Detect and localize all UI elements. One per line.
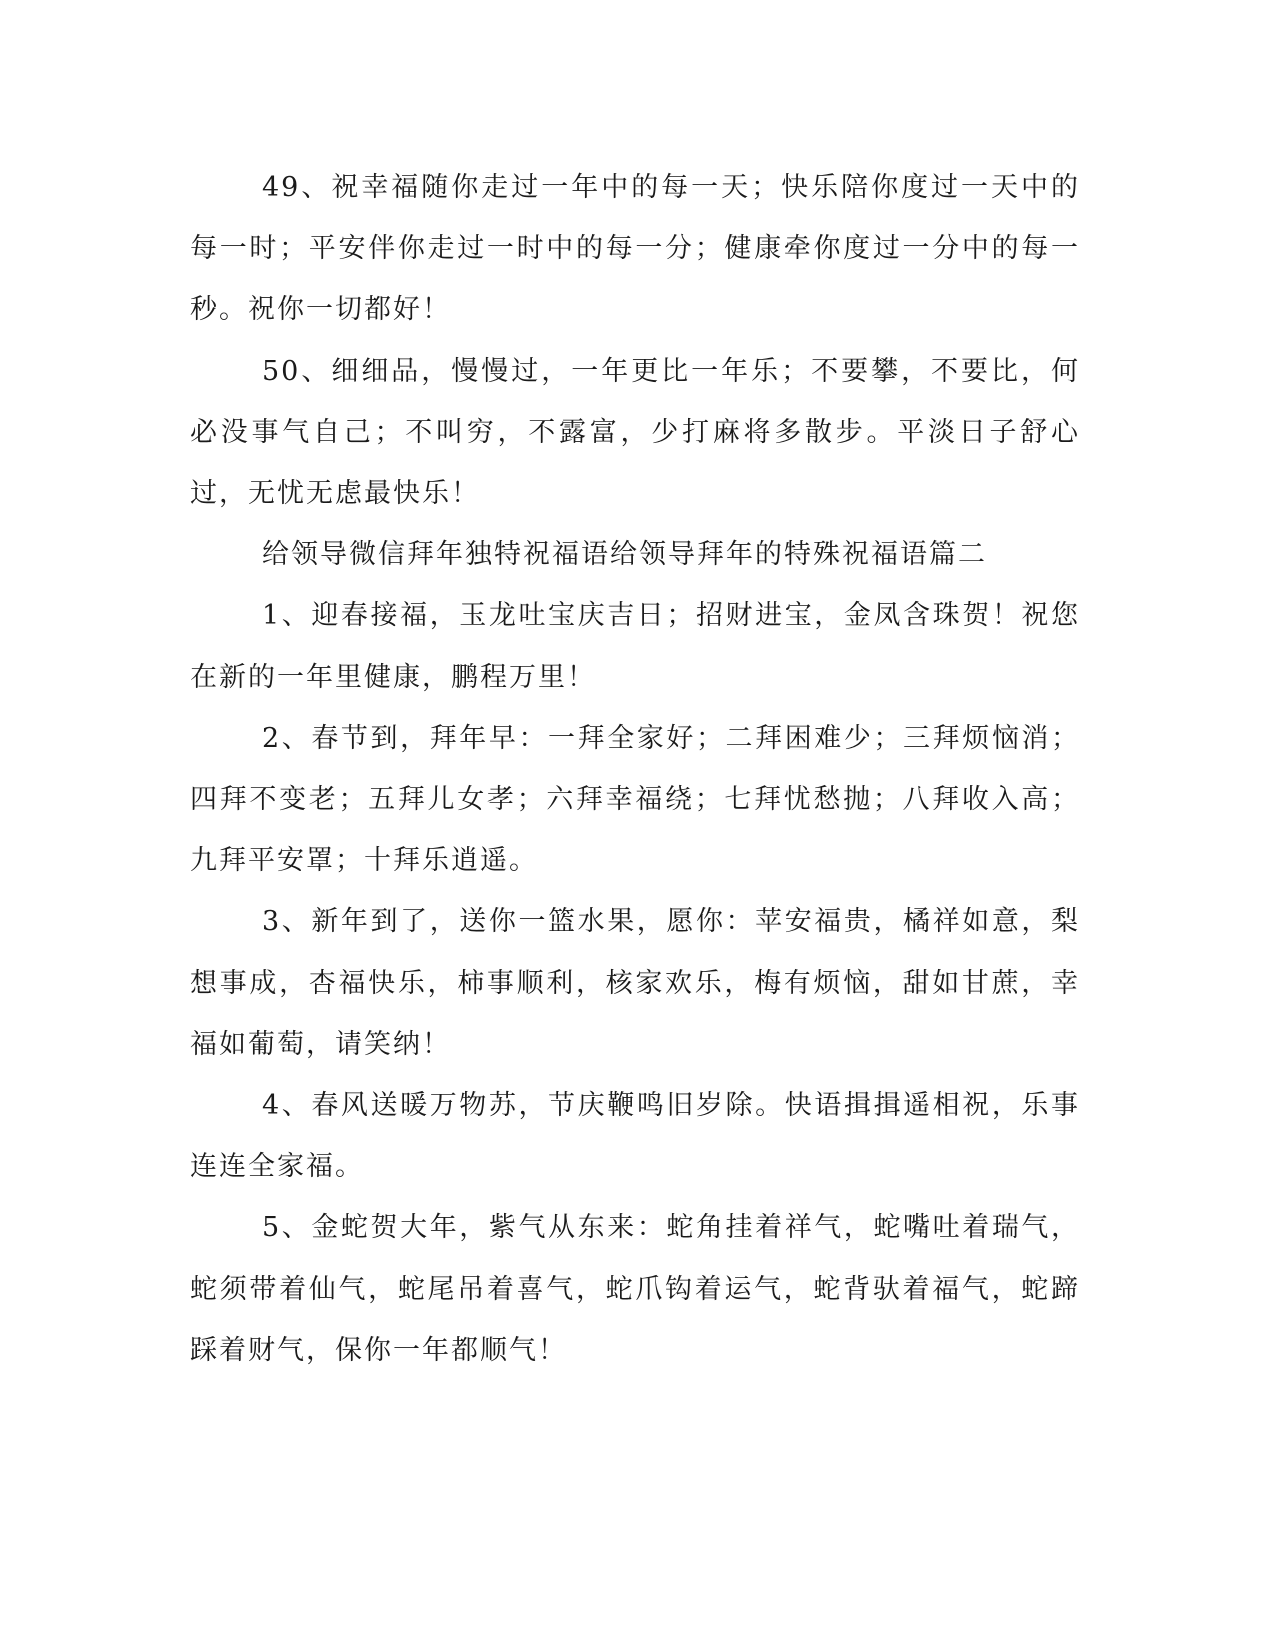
paragraph-5: 5、金蛇贺大年，紫气从东来：蛇角挂着祥气，蛇嘴吐着瑞气，蛇须带着仙气，蛇尾吊着喜气，蛇爪钩着运气，蛇背驮着福气，蛇蹄踩着财气，保你一年都顺气！ <box>190 1212 1080 1366</box>
paragraph-49: 49、祝幸福随你走过一年中的每一天；快乐陪你度过一天中的每一时；平安伴你走过一时中的每一分；健康牵你度过一分中的每一秒。祝你一切都好！ <box>190 172 1080 326</box>
paragraph-2: 2、春节到，拜年早：一拜全家好；二拜困难少；三拜烦恼消；四拜不变老；五拜儿女孝；六拜幸福绕；七拜忧愁抛；八拜收入高；九拜平安罩；十拜乐逍遥。 <box>190 722 1080 877</box>
document-body <box>190 157 1080 1381</box>
section-heading: 给领导微信拜年独特祝福语给领导拜年的特殊祝福语篇二 <box>262 539 987 571</box>
paragraph-3: 3、新年到了，送你一篮水果，愿你：苹安福贵，橘祥如意，梨想事成，杏福快乐，柿事顺利，核家欢乐，梅有烦恼，甜如甘蔗，幸福如葡萄，请笑纳！ <box>190 906 1080 1060</box>
paragraph-1: 1、迎春接福，玉龙吐宝庆吉日；招财进宝，金凤含珠贺！祝您在新的一年里健康，鹏程万里！ <box>190 600 1080 693</box>
paragraph-4: 4、春风送暖万物苏，节庆鞭鸣旧岁除。快语揖揖遥相祝，乐事连连全家福。 <box>190 1090 1080 1183</box>
paragraph-50: 50、细细品，慢慢过，一年更比一年乐；不要攀，不要比，何必没事气自己；不叫穷，不露富，少打麻将多散步。平淡日子舒心过，无忧无虑最快乐！ <box>190 355 1080 510</box>
